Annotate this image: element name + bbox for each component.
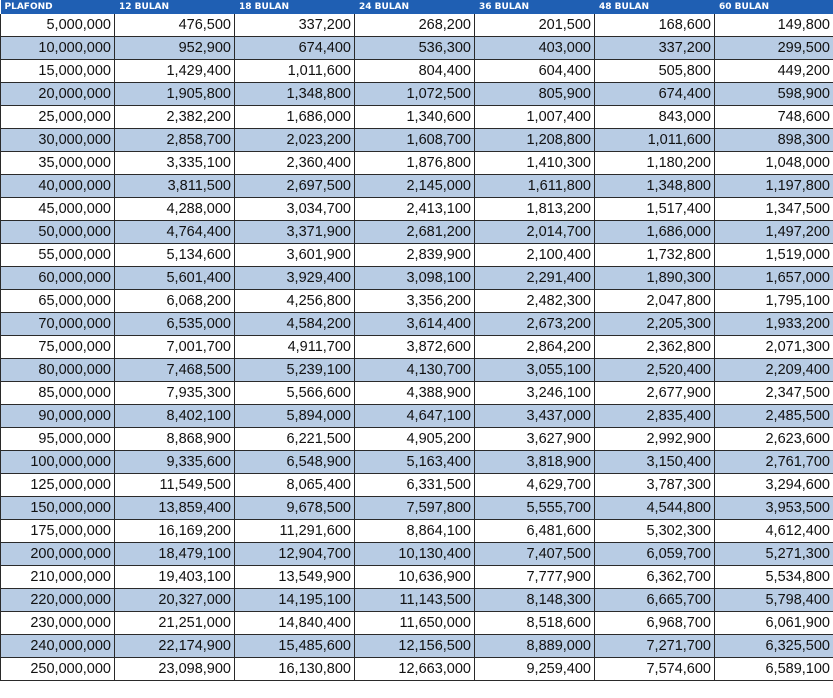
table-row — [1, 497, 833, 520]
installment-12-cell: 8,402,100 — [115, 405, 235, 428]
installment-12-cell: 8,868,900 — [115, 428, 235, 451]
installment-18-cell: 5,566,600 — [235, 382, 355, 405]
plafond-cell: 125,000,000 — [1, 474, 115, 497]
installment-12-cell: 19,403,100 — [115, 566, 235, 589]
installment-18-cell: 4,584,200 — [235, 313, 355, 336]
plafond-cell: 20,000,000 — [1, 83, 115, 106]
installment-48-cell: 6,968,700 — [595, 612, 715, 635]
installment-12-cell: 21,251,000 — [115, 612, 235, 635]
header-row — [1, 0, 833, 14]
installment-36-cell: 2,864,200 — [475, 336, 595, 359]
installment-18-cell: 14,840,400 — [235, 612, 355, 635]
installment-24-cell: 12,663,000 — [355, 658, 475, 681]
table-row — [1, 152, 833, 175]
installment-12-cell: 2,858,700 — [115, 129, 235, 152]
installment-60-cell: 4,612,400 — [715, 520, 833, 543]
table-row — [1, 382, 833, 405]
installment-12-cell: 13,859,400 — [115, 497, 235, 520]
installment-36-cell: 2,673,200 — [475, 313, 595, 336]
installment-24-cell: 4,905,200 — [355, 428, 475, 451]
installment-36-cell: 1,611,800 — [475, 175, 595, 198]
installment-24-cell: 4,130,700 — [355, 359, 475, 382]
installment-36-cell: 7,777,900 — [475, 566, 595, 589]
installment-18-cell: 9,678,500 — [235, 497, 355, 520]
installment-48-cell: 1,180,200 — [595, 152, 715, 175]
installment-48-cell: 337,200 — [595, 37, 715, 60]
installment-12-cell: 6,068,200 — [115, 290, 235, 313]
installment-24-cell: 536,300 — [355, 37, 475, 60]
installment-24-cell: 3,356,200 — [355, 290, 475, 313]
installment-18-cell: 1,686,000 — [235, 106, 355, 129]
installment-48-cell: 1,732,800 — [595, 244, 715, 267]
installment-24-cell: 12,156,500 — [355, 635, 475, 658]
installment-36-cell: 403,000 — [475, 37, 595, 60]
installment-48-cell: 168,600 — [595, 14, 715, 37]
installment-60-cell: 1,497,200 — [715, 221, 833, 244]
plafond-cell: 35,000,000 — [1, 152, 115, 175]
installment-36-cell: 1,813,200 — [475, 198, 595, 221]
table-row — [1, 336, 833, 359]
installment-60-cell: 6,589,100 — [715, 658, 833, 681]
table-row — [1, 290, 833, 313]
installment-48-cell: 2,520,400 — [595, 359, 715, 382]
installment-36-cell: 2,291,400 — [475, 267, 595, 290]
installment-18-cell: 4,256,800 — [235, 290, 355, 313]
installment-24-cell: 3,872,600 — [355, 336, 475, 359]
table-row — [1, 60, 833, 83]
installment-36-cell: 2,100,400 — [475, 244, 595, 267]
installment-48-cell: 6,059,700 — [595, 543, 715, 566]
installment-36-cell: 8,518,600 — [475, 612, 595, 635]
installment-48-cell: 674,400 — [595, 83, 715, 106]
installment-36-cell: 8,148,300 — [475, 589, 595, 612]
installment-48-cell: 7,574,600 — [595, 658, 715, 681]
tenor-60-header: 60 BULAN — [715, 0, 833, 14]
installment-24-cell: 6,331,500 — [355, 474, 475, 497]
table-row — [1, 221, 833, 244]
plafond-cell: 30,000,000 — [1, 129, 115, 152]
table-row — [1, 175, 833, 198]
plafond-cell: 210,000,000 — [1, 566, 115, 589]
installment-60-cell: 3,294,600 — [715, 474, 833, 497]
installment-12-cell: 11,549,500 — [115, 474, 235, 497]
table-row — [1, 14, 833, 37]
installment-36-cell: 9,259,400 — [475, 658, 595, 681]
installment-18-cell: 1,348,800 — [235, 83, 355, 106]
installment-60-cell: 1,933,200 — [715, 313, 833, 336]
installment-12-cell: 952,900 — [115, 37, 235, 60]
table-row — [1, 37, 833, 60]
installment-18-cell: 3,034,700 — [235, 198, 355, 221]
installment-18-cell: 5,239,100 — [235, 359, 355, 382]
installment-48-cell: 2,362,800 — [595, 336, 715, 359]
installment-36-cell: 1,208,800 — [475, 129, 595, 152]
installment-60-cell: 2,623,600 — [715, 428, 833, 451]
installment-18-cell: 16,130,800 — [235, 658, 355, 681]
installment-24-cell: 7,597,800 — [355, 497, 475, 520]
installment-36-cell: 604,400 — [475, 60, 595, 83]
installment-36-cell: 3,437,000 — [475, 405, 595, 428]
installment-60-cell: 5,534,800 — [715, 566, 833, 589]
tenor-24-header: 24 BULAN — [355, 0, 475, 14]
installment-60-cell: 1,657,000 — [715, 267, 833, 290]
installment-60-cell: 299,500 — [715, 37, 833, 60]
installment-18-cell: 2,360,400 — [235, 152, 355, 175]
installment-24-cell: 1,340,600 — [355, 106, 475, 129]
table-row — [1, 267, 833, 290]
installment-48-cell: 5,302,300 — [595, 520, 715, 543]
installment-60-cell: 5,798,400 — [715, 589, 833, 612]
plafond-cell: 95,000,000 — [1, 428, 115, 451]
installment-12-cell: 4,764,400 — [115, 221, 235, 244]
installment-60-cell: 1,048,000 — [715, 152, 833, 175]
plafond-cell: 70,000,000 — [1, 313, 115, 336]
installment-12-cell: 476,500 — [115, 14, 235, 37]
installment-18-cell: 11,291,600 — [235, 520, 355, 543]
installment-24-cell: 1,608,700 — [355, 129, 475, 152]
installment-60-cell: 1,795,100 — [715, 290, 833, 313]
installment-24-cell: 3,614,400 — [355, 313, 475, 336]
table-body — [1, 14, 833, 681]
installment-48-cell: 6,665,700 — [595, 589, 715, 612]
table-row — [1, 244, 833, 267]
installment-48-cell: 1,011,600 — [595, 129, 715, 152]
installment-18-cell: 674,400 — [235, 37, 355, 60]
plafond-cell: 60,000,000 — [1, 267, 115, 290]
installment-60-cell: 598,900 — [715, 83, 833, 106]
installment-12-cell: 16,169,200 — [115, 520, 235, 543]
installment-48-cell: 3,150,400 — [595, 451, 715, 474]
installment-12-cell: 6,535,000 — [115, 313, 235, 336]
installment-36-cell: 2,482,300 — [475, 290, 595, 313]
installment-24-cell: 1,072,500 — [355, 83, 475, 106]
table-row — [1, 83, 833, 106]
installment-48-cell: 2,677,900 — [595, 382, 715, 405]
installment-36-cell: 5,555,700 — [475, 497, 595, 520]
installment-12-cell: 1,905,800 — [115, 83, 235, 106]
plafond-cell: 100,000,000 — [1, 451, 115, 474]
plafond-cell: 240,000,000 — [1, 635, 115, 658]
installment-24-cell: 8,864,100 — [355, 520, 475, 543]
installment-36-cell: 8,889,000 — [475, 635, 595, 658]
plafond-cell: 90,000,000 — [1, 405, 115, 428]
installment-24-cell: 804,400 — [355, 60, 475, 83]
table-row — [1, 589, 833, 612]
installment-60-cell: 449,200 — [715, 60, 833, 83]
table-row — [1, 612, 833, 635]
installment-48-cell: 505,800 — [595, 60, 715, 83]
installment-12-cell: 7,001,700 — [115, 336, 235, 359]
table-row — [1, 405, 833, 428]
table-row — [1, 474, 833, 497]
installment-36-cell: 3,246,100 — [475, 382, 595, 405]
installment-12-cell: 23,098,900 — [115, 658, 235, 681]
installment-60-cell: 6,061,900 — [715, 612, 833, 635]
table-row — [1, 129, 833, 152]
table-row — [1, 313, 833, 336]
installment-18-cell: 15,485,600 — [235, 635, 355, 658]
installment-24-cell: 10,636,900 — [355, 566, 475, 589]
installment-18-cell: 2,697,500 — [235, 175, 355, 198]
table-row — [1, 198, 833, 221]
installment-36-cell: 2,014,700 — [475, 221, 595, 244]
installment-60-cell: 2,485,500 — [715, 405, 833, 428]
table-row — [1, 658, 833, 681]
installment-48-cell: 6,362,700 — [595, 566, 715, 589]
plafond-cell: 250,000,000 — [1, 658, 115, 681]
installment-12-cell: 3,811,500 — [115, 175, 235, 198]
installment-12-cell: 1,429,400 — [115, 60, 235, 83]
installment-48-cell: 2,835,400 — [595, 405, 715, 428]
installment-12-cell: 2,382,200 — [115, 106, 235, 129]
plafond-cell: 75,000,000 — [1, 336, 115, 359]
table-row — [1, 566, 833, 589]
plafond-cell: 175,000,000 — [1, 520, 115, 543]
plafond-cell: 220,000,000 — [1, 589, 115, 612]
plafond-cell: 50,000,000 — [1, 221, 115, 244]
plafond-cell: 55,000,000 — [1, 244, 115, 267]
installment-24-cell: 268,200 — [355, 14, 475, 37]
installment-12-cell: 7,468,500 — [115, 359, 235, 382]
tenor-18-header: 18 BULAN — [235, 0, 355, 14]
installment-36-cell: 3,627,900 — [475, 428, 595, 451]
installment-48-cell: 2,047,800 — [595, 290, 715, 313]
installment-36-cell: 4,629,700 — [475, 474, 595, 497]
plafond-cell: 40,000,000 — [1, 175, 115, 198]
installment-18-cell: 4,911,700 — [235, 336, 355, 359]
installment-12-cell: 4,288,000 — [115, 198, 235, 221]
installment-24-cell: 1,876,800 — [355, 152, 475, 175]
installment-24-cell: 2,413,100 — [355, 198, 475, 221]
table-row — [1, 543, 833, 566]
plafond-cell: 5,000,000 — [1, 14, 115, 37]
installment-48-cell: 2,205,300 — [595, 313, 715, 336]
installment-60-cell: 1,347,500 — [715, 198, 833, 221]
table-row — [1, 451, 833, 474]
installment-18-cell: 12,904,700 — [235, 543, 355, 566]
installment-24-cell: 2,681,200 — [355, 221, 475, 244]
installment-36-cell: 6,481,600 — [475, 520, 595, 543]
table-row — [1, 106, 833, 129]
installment-12-cell: 5,134,600 — [115, 244, 235, 267]
installment-18-cell: 5,894,000 — [235, 405, 355, 428]
plafond-cell: 45,000,000 — [1, 198, 115, 221]
installment-18-cell: 337,200 — [235, 14, 355, 37]
installment-48-cell: 3,787,300 — [595, 474, 715, 497]
installment-24-cell: 2,839,900 — [355, 244, 475, 267]
plafond-cell: 150,000,000 — [1, 497, 115, 520]
installment-24-cell: 2,145,000 — [355, 175, 475, 198]
installment-60-cell: 2,761,700 — [715, 451, 833, 474]
installment-18-cell: 6,548,900 — [235, 451, 355, 474]
installment-24-cell: 5,163,400 — [355, 451, 475, 474]
installment-12-cell: 18,479,100 — [115, 543, 235, 566]
plafond-cell: 65,000,000 — [1, 290, 115, 313]
plafond-cell: 85,000,000 — [1, 382, 115, 405]
table-row — [1, 428, 833, 451]
installment-24-cell: 10,130,400 — [355, 543, 475, 566]
installment-12-cell: 3,335,100 — [115, 152, 235, 175]
installment-18-cell: 8,065,400 — [235, 474, 355, 497]
plafond-cell: 15,000,000 — [1, 60, 115, 83]
tenor-36-header: 36 BULAN — [475, 0, 595, 14]
installment-60-cell: 149,800 — [715, 14, 833, 37]
table-row — [1, 359, 833, 382]
tenor-48-header: 48 BULAN — [595, 0, 715, 14]
installment-48-cell: 1,890,300 — [595, 267, 715, 290]
installment-60-cell: 3,953,500 — [715, 497, 833, 520]
installment-36-cell: 1,007,400 — [475, 106, 595, 129]
installment-36-cell: 201,500 — [475, 14, 595, 37]
installment-60-cell: 6,325,500 — [715, 635, 833, 658]
installment-18-cell: 13,549,900 — [235, 566, 355, 589]
installment-60-cell: 2,071,300 — [715, 336, 833, 359]
installment-12-cell: 5,601,400 — [115, 267, 235, 290]
installment-18-cell: 3,929,400 — [235, 267, 355, 290]
installment-60-cell: 748,600 — [715, 106, 833, 129]
plafond-header: PLAFOND — [1, 0, 115, 14]
installment-24-cell: 3,098,100 — [355, 267, 475, 290]
installment-24-cell: 4,647,100 — [355, 405, 475, 428]
plafond-cell: 230,000,000 — [1, 612, 115, 635]
installment-36-cell: 3,818,900 — [475, 451, 595, 474]
installment-60-cell: 1,519,000 — [715, 244, 833, 267]
installment-60-cell: 5,271,300 — [715, 543, 833, 566]
installment-48-cell: 1,686,000 — [595, 221, 715, 244]
installment-18-cell: 2,023,200 — [235, 129, 355, 152]
installment-48-cell: 7,271,700 — [595, 635, 715, 658]
installment-36-cell: 3,055,100 — [475, 359, 595, 382]
installment-48-cell: 1,517,400 — [595, 198, 715, 221]
tenor-12-header: 12 BULAN — [115, 0, 235, 14]
plafond-cell: 25,000,000 — [1, 106, 115, 129]
installment-24-cell: 11,143,500 — [355, 589, 475, 612]
installment-36-cell: 805,900 — [475, 83, 595, 106]
installment-24-cell: 11,650,000 — [355, 612, 475, 635]
installment-12-cell: 22,174,900 — [115, 635, 235, 658]
installment-18-cell: 3,371,900 — [235, 221, 355, 244]
installment-18-cell: 3,601,900 — [235, 244, 355, 267]
installment-48-cell: 4,544,800 — [595, 497, 715, 520]
installment-60-cell: 898,300 — [715, 129, 833, 152]
installment-60-cell: 2,347,500 — [715, 382, 833, 405]
installment-36-cell: 7,407,500 — [475, 543, 595, 566]
plafond-cell: 80,000,000 — [1, 359, 115, 382]
installment-60-cell: 1,197,800 — [715, 175, 833, 198]
installment-18-cell: 6,221,500 — [235, 428, 355, 451]
installment-12-cell: 7,935,300 — [115, 382, 235, 405]
table-header — [1, 0, 833, 14]
table-row — [1, 635, 833, 658]
installment-12-cell: 20,327,000 — [115, 589, 235, 612]
installment-18-cell: 14,195,100 — [235, 589, 355, 612]
installment-24-cell: 4,388,900 — [355, 382, 475, 405]
plafond-cell: 10,000,000 — [1, 37, 115, 60]
installment-48-cell: 843,000 — [595, 106, 715, 129]
installment-36-cell: 1,410,300 — [475, 152, 595, 175]
installment-12-cell: 9,335,600 — [115, 451, 235, 474]
table-row — [1, 520, 833, 543]
installment-48-cell: 1,348,800 — [595, 175, 715, 198]
installment-48-cell: 2,992,900 — [595, 428, 715, 451]
plafond-cell: 200,000,000 — [1, 543, 115, 566]
installment-18-cell: 1,011,600 — [235, 60, 355, 83]
installment-60-cell: 2,209,400 — [715, 359, 833, 382]
